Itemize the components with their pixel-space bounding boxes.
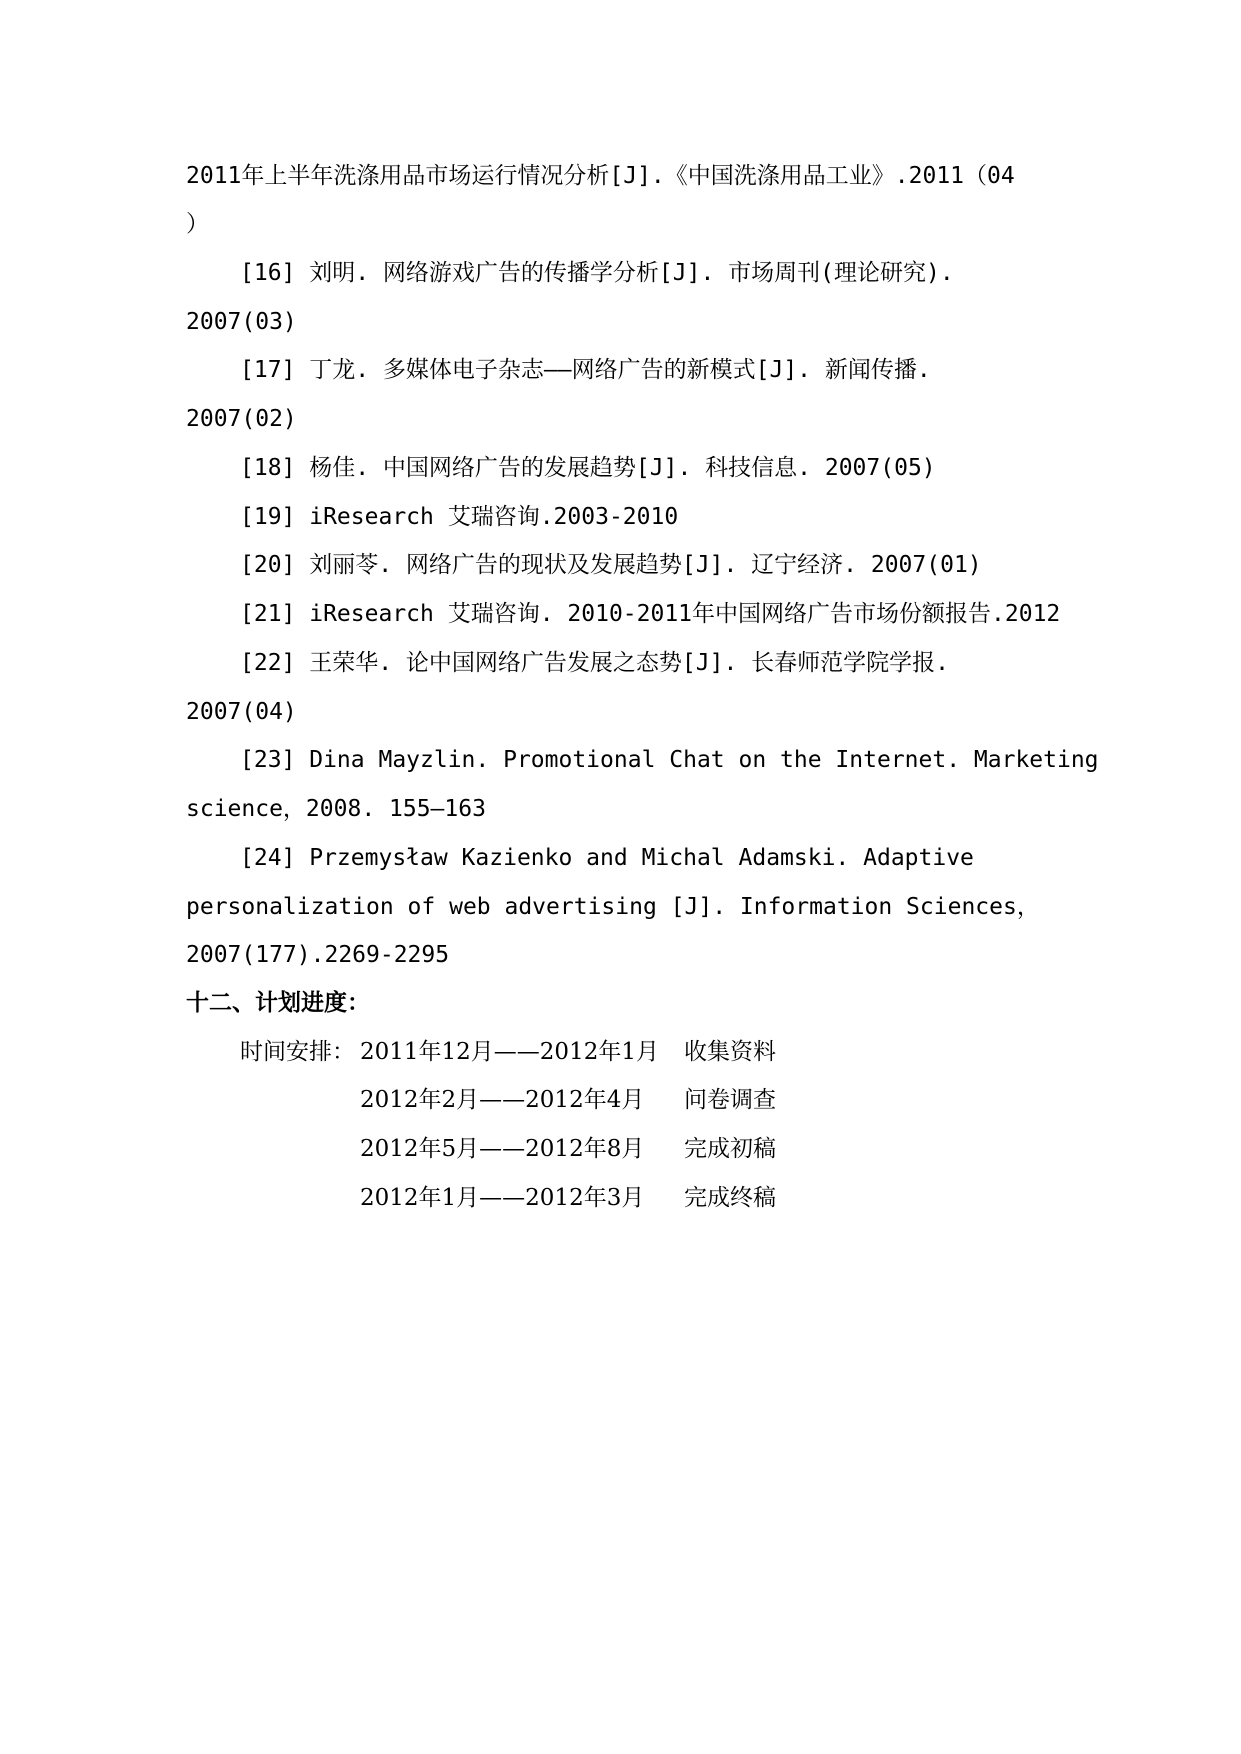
reference-17: [17] 丁龙. 多媒体电子杂志——网络广告的新模式[J]. 新闻传播. bbox=[240, 357, 931, 383]
reference-16-cont: 2007(03) bbox=[186, 309, 297, 335]
reference-15-continuation-end: ） bbox=[186, 211, 209, 237]
schedule-task-2: 问卷调查 bbox=[684, 1087, 776, 1113]
schedule-period-1: 2011年12月——2012年1月 bbox=[360, 1039, 659, 1065]
reference-22: [22] 王荣华. 论中国网络广告发展之态势[J]. 长春师范学院学报. bbox=[240, 650, 950, 676]
reference-23-cont: science，2008. 155–163 bbox=[186, 796, 486, 822]
schedule-period-3: 2012年5月——2012年8月 bbox=[360, 1136, 645, 1162]
schedule-period-4: 2012年1月——2012年3月 bbox=[360, 1185, 645, 1211]
reference-24-cont-2: 2007(177).2269-2295 bbox=[186, 942, 450, 968]
reference-16: [16] 刘明. 网络游戏广告的传播学分析[J]. 市场周刊(理论研究). bbox=[240, 260, 954, 286]
reference-22-cont: 2007(04) bbox=[186, 699, 297, 725]
reference-24-cont-1: personalization of web advertising [J]. Information Sciences， bbox=[186, 894, 1040, 920]
schedule-label: 时间安排： bbox=[240, 1039, 355, 1065]
reference-18: [18] 杨佳. 中国网络广告的发展趋势[J]. 科技信息. 2007(05) bbox=[240, 455, 936, 481]
schedule-period-2: 2012年2月——2012年4月 bbox=[360, 1087, 645, 1113]
reference-23: [23] Dina Mayzlin. Promotional Chat on the Internet. Marketing bbox=[240, 747, 1099, 773]
schedule-task-3: 完成初稿 bbox=[684, 1136, 776, 1162]
reference-24: [24] Przemysław Kazienko and Michal Adamski. Adaptive bbox=[240, 845, 974, 871]
reference-21: [21] iResearch 艾瑞咨询. 2010-2011年中国网络广告市场份额报告.2012 bbox=[240, 601, 1061, 627]
reference-19: [19] iResearch 艾瑞咨询.2003-2010 bbox=[240, 504, 679, 530]
reference-20: [20] 刘丽苓. 网络广告的现状及发展趋势[J]. 辽宁经济. 2007(01) bbox=[240, 552, 982, 578]
reference-17-cont: 2007(02) bbox=[186, 406, 297, 432]
schedule-task-1: 收集资料 bbox=[684, 1039, 776, 1065]
reference-15-continuation: 2011年上半年洗涤用品市场运行情况分析[J].《中国洗涤用品工业》.2011（04 bbox=[186, 163, 1015, 189]
schedule-task-4: 完成终稿 bbox=[684, 1185, 776, 1211]
section-title: 十二、计划进度： bbox=[186, 990, 370, 1016]
